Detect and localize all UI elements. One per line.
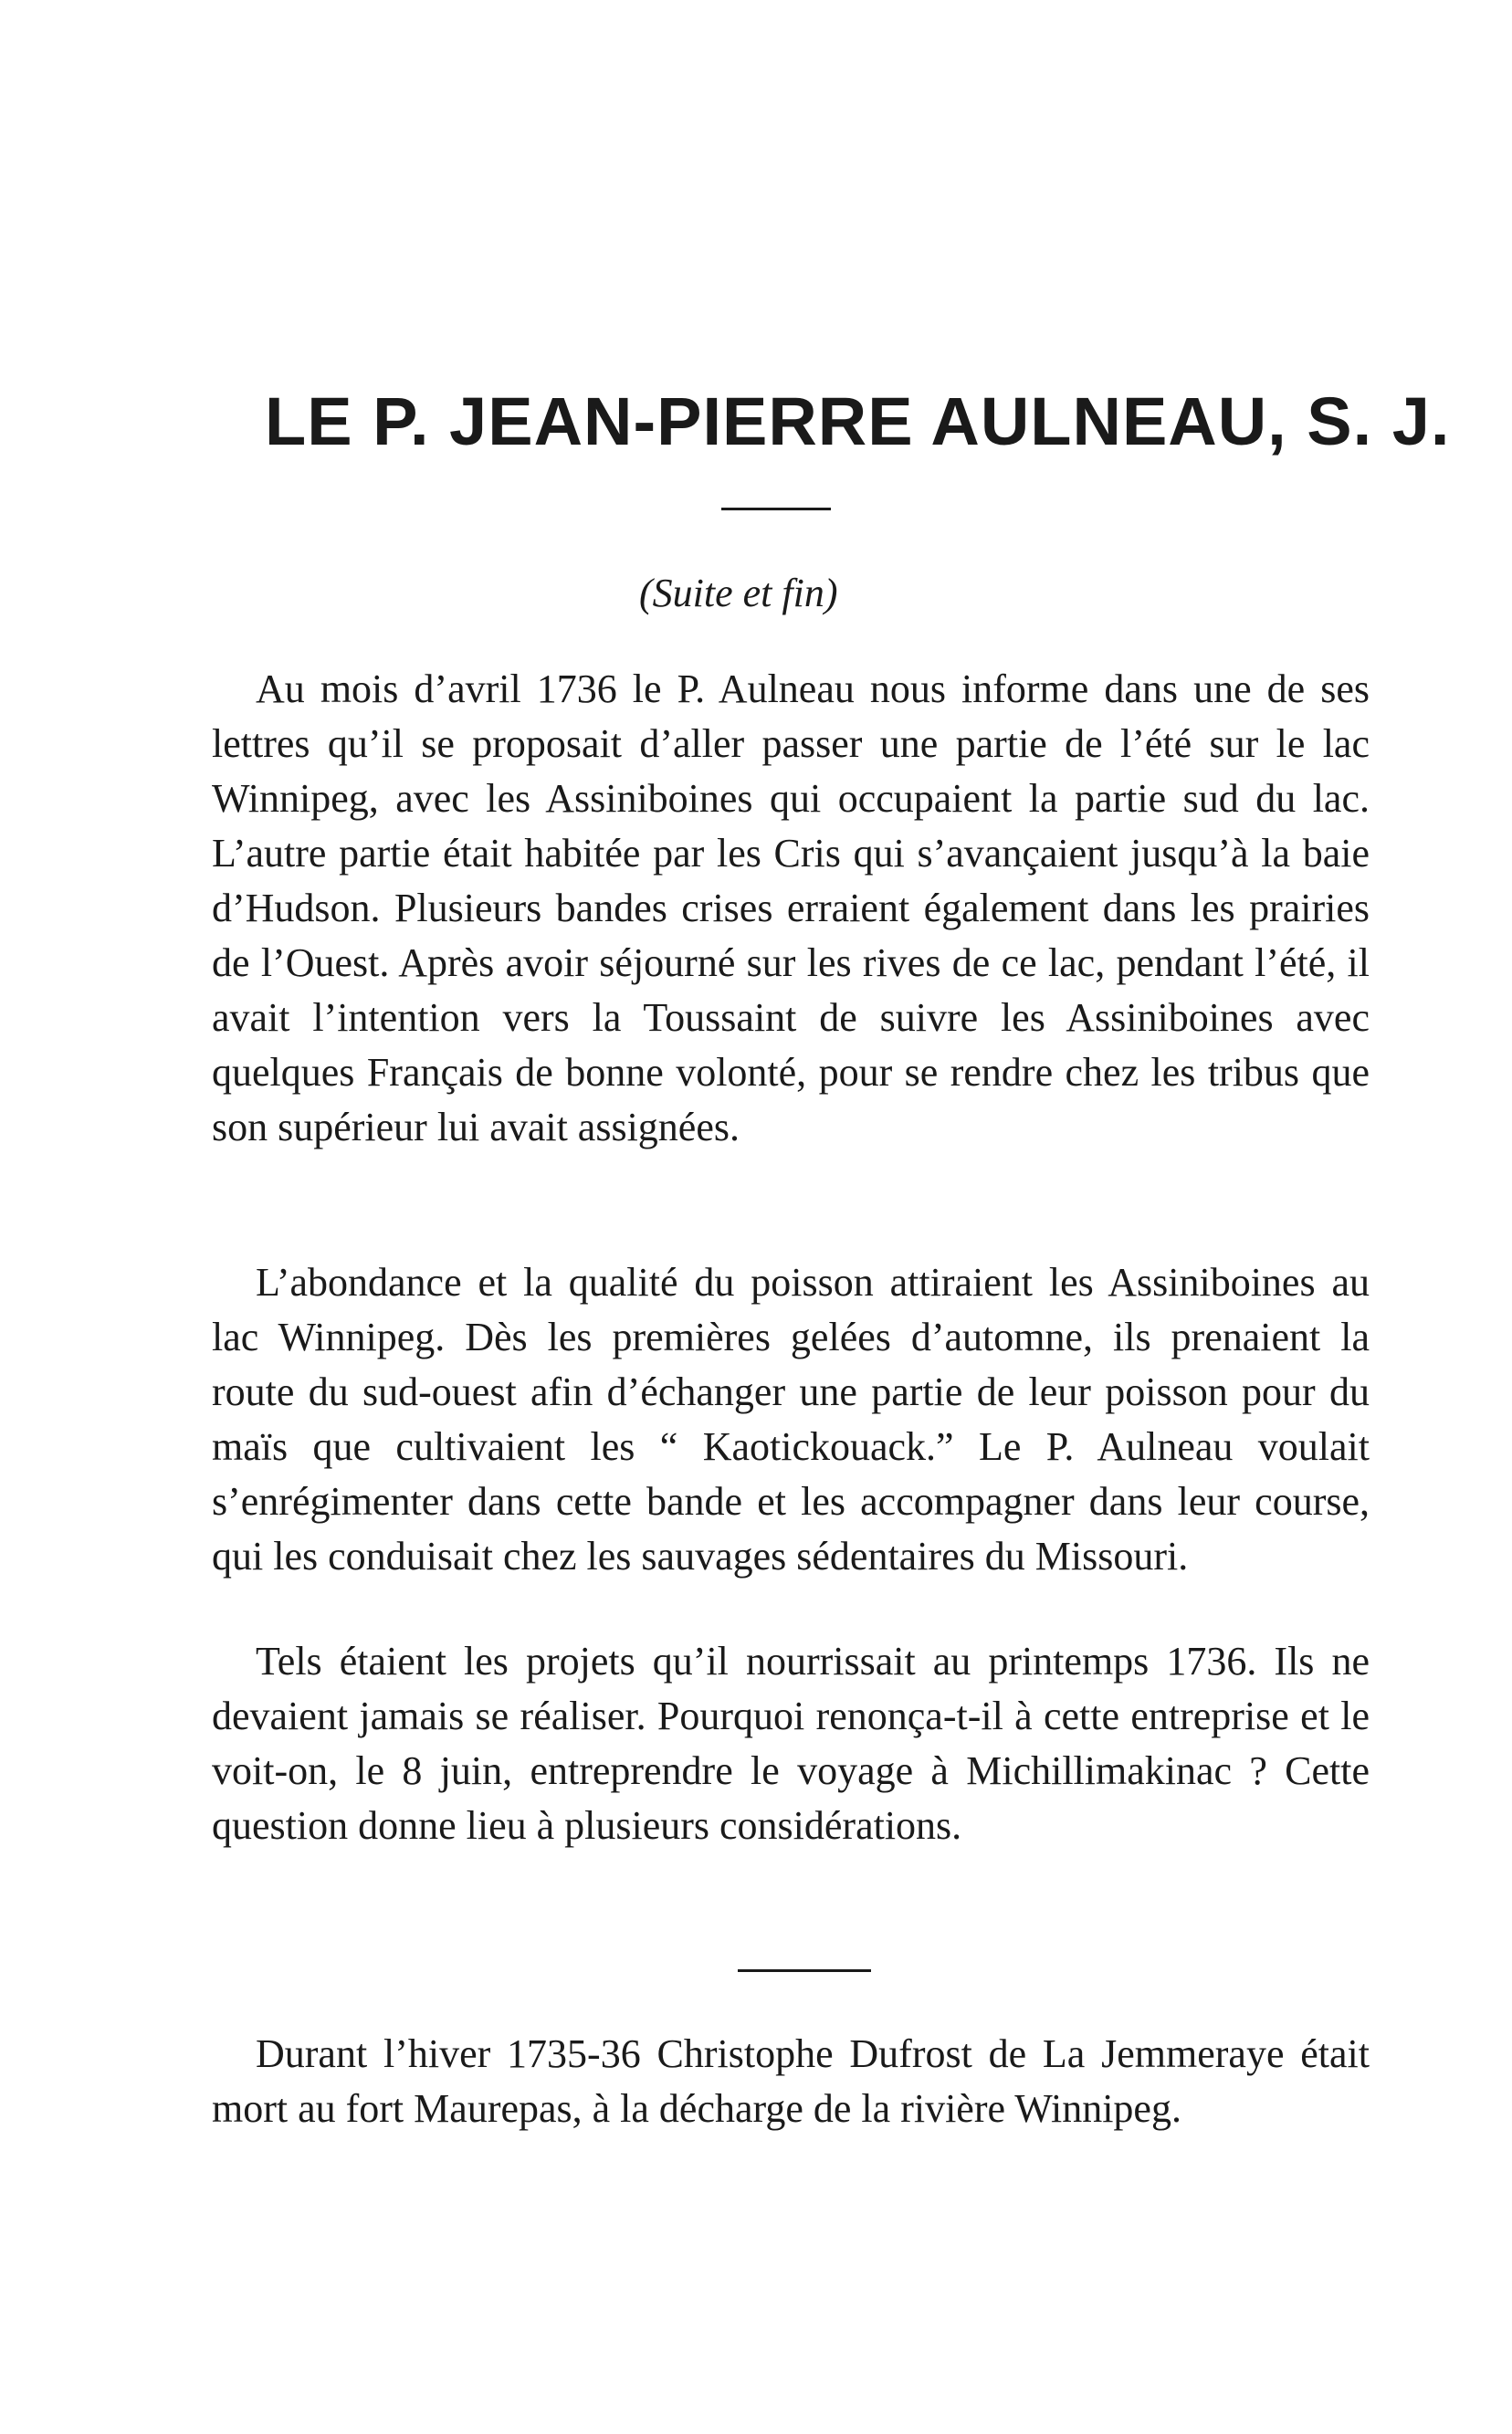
section-divider (738, 1969, 871, 1972)
paragraph-3: Tels étaient les projets qu’il nourrissait au printemps 1736. Ils ne devaient jamais se réaliser. Pourquoi renonça-t-il à cette entreprise et le voit-on, le 8 juin, entreprendre le voyage à Michillimakinac ? Cette question donne lieu à plusieurs considérations. (212, 1639, 1370, 1848)
paragraph-1: Au mois d’avril 1736 le P. Aulneau nous informe dans une de ses lettres qu’il se proposait d’aller passer une partie de l’été sur le lac Winnipeg, avec les Assiniboines qui occupaient la partie sud du lac. L’autre partie était habitée par les Cris qui s’avançaient jusqu’à la baie d’Hudson. Plusieurs bandes crises erraient également dans les prairies de l’Ouest. Après avoir séjourné sur les rives de ce lac, pendant l’été, il avait l’intention vers la Toussaint de suivre les Assiniboines avec quelques Français de bonne volonté, pour se rendre chez les tribus que son supérieur lui avait assignées. (212, 666, 1370, 1149)
paragraph-2: L’abondance et la qualité du poisson attiraient les Assiniboines au lac Winnipeg. Dès les premières gelées d’automne, ils prenaient la route du sud-ouest afin d’échanger une partie de leur poisson pour du maïs que cultivaient les “ Kaotickouack.” Le P. Aulneau voulait s’enrégimenter dans cette bande et les accompagner dans leur course, qui les conduisait chez les sauvages sédentaires du Missouri. (212, 1260, 1370, 1579)
chapter-title: LE P. JEAN-PIERRE AULNEAU, S. J. (265, 383, 1451, 459)
title-divider (721, 508, 831, 510)
chapter-subtitle: (Suite et fin) (639, 571, 838, 615)
paragraph-4: Durant l’hiver 1735-36 Christophe Dufrost de La Jemmeraye était mort au fort Maurepas, à la décharge de la rivière Winnipeg. (212, 2031, 1370, 2131)
